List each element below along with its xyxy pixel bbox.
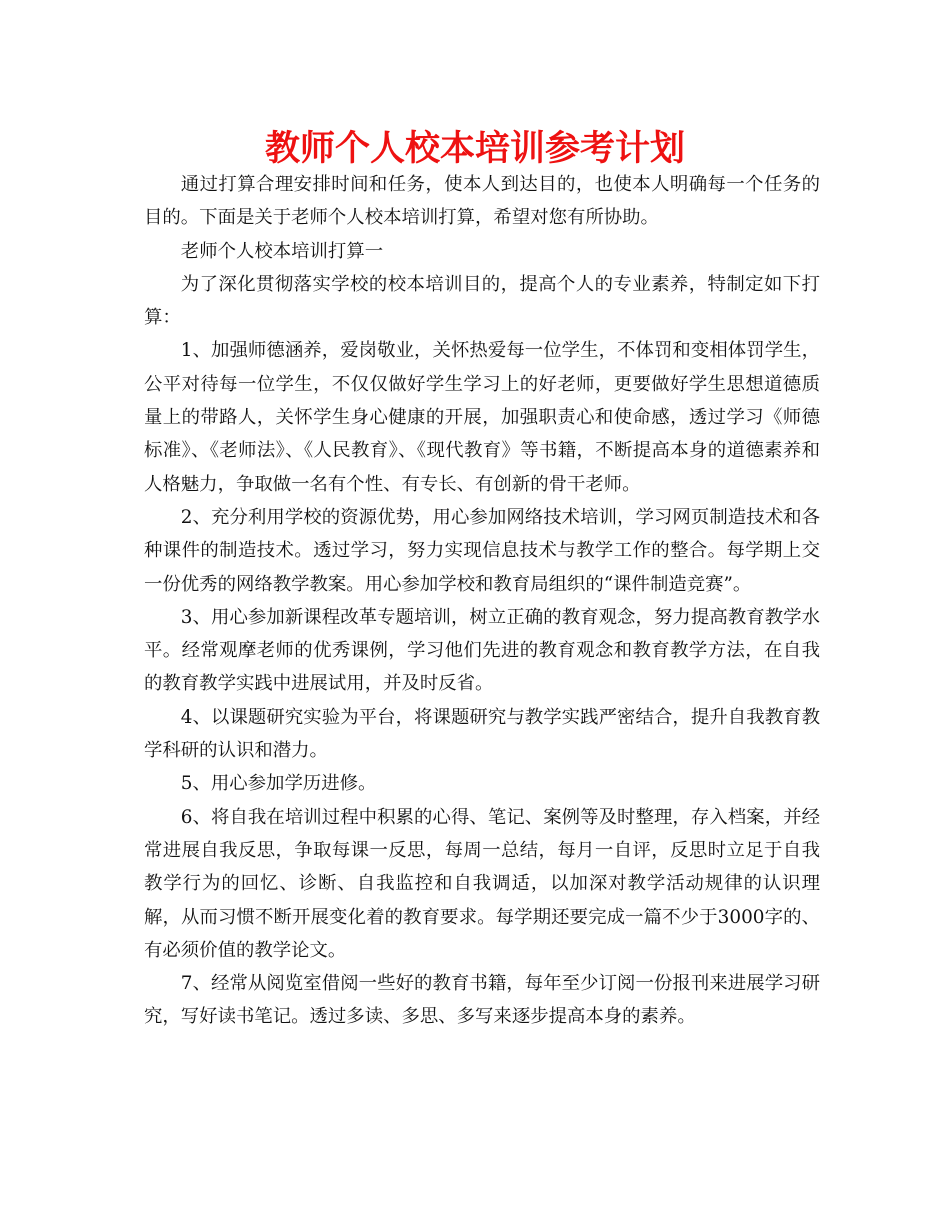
plan-item-5: 5、用心参加学历进修。 bbox=[180, 773, 377, 795]
document-body bbox=[144, 168, 820, 1034]
document-title: 教师个人校本培训参考计划 bbox=[264, 128, 685, 169]
plan-item-1: 1、加强师德涵养，爱岗敬业，关怀热爱每一位学生，不体罚和变相体罚学生，公平对待每一位学生，不仅仅做好学生学习上的好老师，更要做好学生思想道德质量上的带路人，关怀学生身心健康的开展，加强职责心和使命感，透过学习《师德标准》、《老师法》、《人民教育》、《现代教育》等书籍，不断提高本身的道德素养和人格魅力，争取做一名有个性、有专长、有创新的骨干老师。 bbox=[144, 340, 820, 495]
plan-item-6: 6、将自我在培训过程中积累的心得、笔记、案例等及时整理，存入档案，并经常进展自我反思，争取每课一反思，每周一总结，每月一自评，反思时立足于自我教学行为的回忆、诊断、自我监控和自我调适，以加深对教学活动规律的认识理解，从而习惯不断开展变化着的教育要求。每学期还要完成一篇不少于3000字的、有必须价值的教学论文。 bbox=[144, 806, 820, 961]
purpose-paragraph: 为了深化贯彻落实学校的校本培训目的，提高个人的专业素养，特制定如下打算： bbox=[144, 273, 820, 329]
intro-paragraph: 通过打算合理安排时间和任务，使本人到达目的，也使本人明确每一个任务的目的。下面是关于老师个人校本培训打算，希望对您有所协助。 bbox=[144, 174, 820, 229]
section-heading: 老师个人校本培训打算一 bbox=[180, 240, 384, 262]
plan-item-3: 3、用心参加新课程改革专题培训，树立正确的教育观念，努力提高教育教学水平。经常观摩老师的优秀课例，学习他们先进的教育观念和教育教学方法，在自我的教育教学实践中进展试用，并及时反省。 bbox=[144, 606, 820, 695]
plan-item-2: 2、充分利用学校的资源优势，用心参加网络技术培训，学习网页制造技术和各种课件的制造技术。透过学习，努力实现信息技术与教学工作的整合。每学期上交一份优秀的网络教学教案。用心参加学校和教育局组织的“课件制造竞赛”。 bbox=[144, 506, 820, 595]
plan-item-7: 7、经常从阅览室借阅一些好的教育书籍，每年至少订阅一份报刊来进展学习研究，写好读书笔记。透过多读、多思、多写来逐步提高本身的素养。 bbox=[144, 973, 820, 1028]
plan-item-4: 4、以课题研究实验为平台，将课题研究与教学实践严密结合，提升自我教育教学科研的认识和潜力。 bbox=[144, 706, 820, 762]
